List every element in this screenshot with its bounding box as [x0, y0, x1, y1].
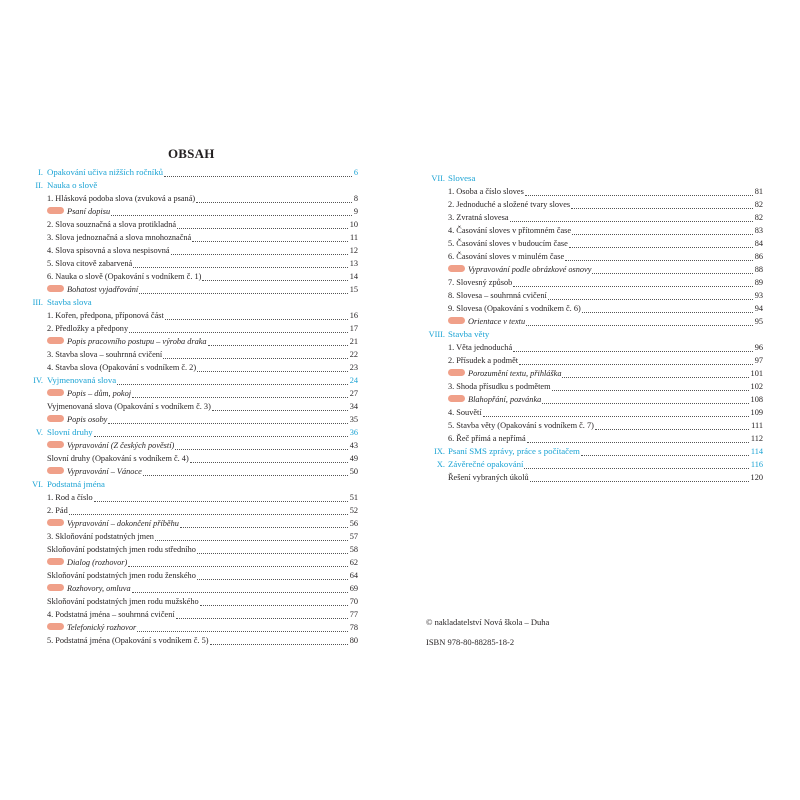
- toc-sloh-item: [28, 283, 358, 296]
- toc-item: [420, 341, 763, 354]
- sloh-badge-icon: [448, 369, 465, 376]
- section-title: Slovní druhy: [47, 427, 93, 437]
- page-number: 17: [349, 324, 358, 333]
- page-number: 114: [750, 447, 763, 456]
- section-number: X.: [436, 460, 445, 469]
- dot-leader: [164, 166, 352, 179]
- toc-item: [28, 608, 358, 621]
- toc-item: [420, 471, 763, 484]
- dot-leader: [595, 419, 749, 432]
- page-number: 11: [350, 233, 358, 242]
- toc-sloh-item: [420, 367, 763, 380]
- section-title: Vyjmenovaná slova: [47, 375, 117, 385]
- toc-item-label: 1. Kořen, předpona, příponová část: [47, 311, 164, 320]
- toc-item-label: Vypravování – dokončení příběhu: [67, 519, 179, 528]
- page-number: 94: [754, 304, 763, 313]
- page-number: 23: [349, 363, 358, 372]
- toc-item-label: Popis – dům, pokoj: [67, 389, 132, 398]
- section-number: II.: [35, 181, 43, 190]
- toc-item: [28, 257, 358, 270]
- toc-item-label: 4. Stavba slova (Opakování s vodníkem č. 2): [47, 363, 197, 372]
- toc-left-column: [28, 166, 358, 647]
- page-number: 111: [751, 421, 763, 430]
- dot-leader: [177, 218, 348, 231]
- isbn: ISBN 978-80-88285-18-2: [426, 637, 515, 647]
- toc-item: [28, 504, 358, 517]
- toc-item-label: Vyjmenovaná slova (Opakování s vodníkem č. 3): [47, 402, 211, 411]
- toc-item-label: 7. Slovesný způsob: [448, 278, 513, 287]
- sloh-badge-icon: [47, 207, 64, 214]
- section-title: Stavba slova: [47, 297, 92, 307]
- toc-item-label: Popis osoby: [67, 415, 108, 424]
- toc-item-label: Popis pracovního postupu – výroba draka: [67, 337, 207, 346]
- dot-leader: [572, 224, 753, 237]
- dot-leader: [117, 374, 348, 387]
- toc-item-label: Psaní dopisu: [67, 207, 111, 216]
- dot-leader: [483, 406, 749, 419]
- toc-item-label: Rozhovory, omluva: [67, 584, 131, 593]
- sloh-badge-icon: [47, 584, 64, 591]
- toc-section: [28, 296, 358, 309]
- section-number: I.: [38, 168, 43, 177]
- page-number: 58: [349, 545, 358, 554]
- toc-sloh-item: [28, 556, 358, 569]
- page-number: 13: [349, 259, 358, 268]
- dot-leader: [197, 569, 348, 582]
- dot-leader: [163, 348, 348, 361]
- toc-item: [420, 302, 763, 315]
- page-number: 27: [349, 389, 358, 398]
- toc-item: [28, 218, 358, 231]
- page-number: 21: [349, 337, 358, 346]
- section-title: Slovesa: [448, 173, 476, 183]
- toc-item: [28, 491, 358, 504]
- toc-item: [420, 419, 763, 432]
- section-number: IX.: [434, 447, 445, 456]
- toc-item-label: 3. Skloňování podstatných jmen: [47, 532, 154, 541]
- page-number: 34: [349, 402, 358, 411]
- toc-item-label: 3. Slova jednoznačná a slova mnohoznačná: [47, 233, 192, 242]
- toc-item-label: Porozumění textu, přihláška: [468, 369, 562, 378]
- dot-leader: [548, 289, 753, 302]
- dot-leader: [519, 354, 753, 367]
- page-number: 12: [349, 246, 358, 255]
- dot-leader: [524, 458, 749, 471]
- dot-leader: [592, 263, 753, 276]
- dot-leader: [527, 432, 749, 445]
- page-number: 51: [349, 493, 358, 502]
- toc-section: [28, 374, 358, 387]
- sloh-badge-icon: [448, 265, 465, 272]
- toc-item-label: 4. Slova spisovná a slova nespisovná: [47, 246, 170, 255]
- toc-item-label: 5. Podstatná jména (Opakování s vodníkem č. 5): [47, 636, 209, 645]
- toc-item-label: 4. Podstatná jména – souhrnná cvičení: [47, 610, 175, 619]
- section-number: III.: [32, 298, 43, 307]
- dot-leader: [513, 341, 753, 354]
- toc-sloh-item: [28, 205, 358, 218]
- toc-item: [420, 211, 763, 224]
- toc-sloh-item: [420, 263, 763, 276]
- dot-leader: [208, 335, 348, 348]
- toc-item: [28, 569, 358, 582]
- toc-item-label: 2. Slova souznačná a slova protikladná: [47, 220, 177, 229]
- toc-item: [420, 380, 763, 393]
- toc-section: [420, 458, 763, 471]
- toc-item-label: 6. Časování sloves v minulém čase: [448, 252, 565, 261]
- toc-item: [420, 432, 763, 445]
- page-number: 57: [349, 532, 358, 541]
- page-number: 14: [349, 272, 358, 281]
- page-number: 78: [349, 623, 358, 632]
- toc-item-label: Skloňování podstatných jmen rodu středního: [47, 545, 196, 554]
- dot-leader: [176, 608, 348, 621]
- sloh-badge-icon: [47, 389, 64, 396]
- sloh-badge-icon: [448, 317, 465, 324]
- page-number: 108: [750, 395, 763, 404]
- toc-item-label: Vypravování podle obrázkové osnovy: [468, 265, 592, 274]
- sloh-badge-icon: [448, 395, 465, 402]
- sloh-badge-icon: [47, 623, 64, 630]
- dot-leader: [94, 426, 348, 439]
- toc-item: [28, 595, 358, 608]
- dot-leader: [94, 491, 348, 504]
- toc-section: [28, 179, 358, 192]
- toc-item: [28, 634, 358, 647]
- page-number: 70: [349, 597, 358, 606]
- page-number: 97: [754, 356, 763, 365]
- page-number: 10: [349, 220, 358, 229]
- dot-leader: [129, 322, 348, 335]
- toc-item: [28, 244, 358, 257]
- toc-section: [420, 172, 763, 185]
- toc-item: [420, 198, 763, 211]
- page-number: 80: [349, 636, 358, 645]
- toc-item-label: 5. Časování sloves v budoucím čase: [448, 239, 568, 248]
- toc-item-label: 1. Hlásková podoba slova (zvuková a psaná): [47, 194, 196, 203]
- dot-leader: [565, 250, 753, 263]
- dot-leader: [171, 244, 348, 257]
- page-number: 35: [349, 415, 358, 424]
- toc-item-label: Skloňování podstatných jmen rodu ženského: [47, 571, 196, 580]
- page-number: 95: [754, 317, 763, 326]
- toc-item-label: 4. Souvětí: [448, 408, 482, 417]
- toc-sloh-item: [28, 465, 358, 478]
- dot-leader: [111, 205, 352, 218]
- toc-item-label: Skloňování podstatných jmen rodu mužského: [47, 597, 199, 606]
- toc-item-label: Řešení vybraných úkolů: [448, 473, 529, 482]
- sloh-badge-icon: [47, 285, 64, 292]
- page-number: 96: [754, 343, 763, 352]
- sloh-badge-icon: [47, 558, 64, 565]
- toc-item-label: 6. Řeč přímá a nepřímá: [448, 434, 526, 443]
- toc-section: [420, 328, 763, 341]
- toc-section: [28, 426, 358, 439]
- section-number: V.: [36, 428, 43, 437]
- page-number: 8: [353, 194, 358, 203]
- page-number: 88: [754, 265, 763, 274]
- dot-leader: [132, 387, 348, 400]
- section-title: Nauka o slově: [47, 180, 98, 190]
- page-title: OBSAH: [168, 146, 215, 161]
- dot-leader: [581, 445, 749, 458]
- section-title: Stavba věty: [448, 329, 490, 339]
- page-number: 15: [349, 285, 358, 294]
- toc-item: [420, 250, 763, 263]
- sloh-badge-icon: [47, 337, 64, 344]
- dot-leader: [165, 309, 348, 322]
- toc-item-label: 3. Shoda přísudku s podmětem: [448, 382, 551, 391]
- dot-leader: [128, 556, 348, 569]
- toc-item: [28, 361, 358, 374]
- toc-sloh-item: [28, 517, 358, 530]
- page-number: 64: [349, 571, 358, 580]
- dot-leader: [582, 302, 753, 315]
- section-number: VII.: [431, 174, 445, 183]
- sloh-badge-icon: [47, 415, 64, 422]
- page-number: 93: [754, 291, 763, 300]
- page-number: 112: [750, 434, 763, 443]
- toc-sloh-item: [28, 335, 358, 348]
- sloh-badge-icon: [47, 441, 64, 448]
- dot-leader: [175, 439, 348, 452]
- dot-leader: [139, 283, 348, 296]
- toc-section: [28, 478, 358, 491]
- toc-item: [420, 276, 763, 289]
- toc-sloh-item: [28, 621, 358, 634]
- page-number: 43: [349, 441, 358, 450]
- toc-item-label: 2. Přísudek a podmět: [448, 356, 519, 365]
- dot-leader: [180, 517, 348, 530]
- toc-item: [28, 400, 358, 413]
- page-number: 6: [353, 168, 358, 177]
- dot-leader: [562, 367, 749, 380]
- page-number: 83: [754, 226, 763, 235]
- toc-item-label: 1. Rod a číslo: [47, 493, 93, 502]
- page-number: 62: [349, 558, 358, 567]
- section-number: IV.: [33, 376, 43, 385]
- toc-item-label: 3. Stavba slova – souhrnná cvičení: [47, 350, 163, 359]
- dot-leader: [552, 380, 749, 393]
- sloh-badge-icon: [47, 467, 64, 474]
- toc-item-label: 2. Jednoduché a složené tvary sloves: [448, 200, 571, 209]
- toc-item-label: Dialog (rozhovor): [67, 558, 128, 567]
- section-title: Podstatná jména: [47, 479, 105, 489]
- page-number: 16: [349, 311, 358, 320]
- toc-item-label: Bohatost vyjadřování: [67, 285, 139, 294]
- toc-item-label: 2. Pád: [47, 506, 68, 515]
- dot-leader: [132, 582, 348, 595]
- toc-section: [28, 166, 358, 179]
- dot-leader: [200, 595, 348, 608]
- dot-leader: [197, 361, 348, 374]
- page-number: 116: [750, 460, 763, 469]
- toc-item-label: 9. Slovesa (Opakování s vodníkem č. 6): [448, 304, 581, 313]
- toc-right-column: [420, 172, 763, 484]
- page-number: 102: [750, 382, 763, 391]
- dot-leader: [210, 634, 348, 647]
- toc-item: [28, 322, 358, 335]
- toc-item-label: 6. Nauka o slově (Opakování s vodníkem č. 1): [47, 272, 202, 281]
- toc-item-label: 4. Časování sloves v přítomném čase: [448, 226, 572, 235]
- toc-sloh-item: [420, 315, 763, 328]
- dot-leader: [69, 504, 348, 517]
- page-number: 52: [349, 506, 358, 515]
- page-number: 109: [750, 408, 763, 417]
- toc-item-label: 3. Zvratná slovesa: [448, 213, 509, 222]
- section-title: Opakování učiva nižších ročníků: [47, 167, 164, 177]
- dot-leader: [108, 413, 348, 426]
- page-number: 120: [750, 473, 763, 482]
- toc-item: [420, 185, 763, 198]
- page-number: 89: [754, 278, 763, 287]
- toc-item: [28, 348, 358, 361]
- toc-item-label: 8. Slovesa – souhrnná cvičení: [448, 291, 547, 300]
- dot-leader: [197, 543, 348, 556]
- section-number: VIII.: [428, 330, 445, 339]
- dot-leader: [542, 393, 749, 406]
- dot-leader: [190, 452, 348, 465]
- page-number: 77: [349, 610, 358, 619]
- toc-item-label: 1. Osoba a číslo sloves: [448, 187, 524, 196]
- dot-leader: [569, 237, 753, 250]
- toc-item: [420, 289, 763, 302]
- toc-item-label: 5. Stavba věty (Opakování s vodníkem č. 7): [448, 421, 594, 430]
- toc-item: [420, 237, 763, 250]
- dot-leader: [192, 231, 348, 244]
- page-number: 49: [349, 454, 358, 463]
- sloh-badge-icon: [47, 519, 64, 526]
- dot-leader: [196, 192, 352, 205]
- page-number: 86: [754, 252, 763, 261]
- page-number: 9: [353, 207, 358, 216]
- page-number: 81: [754, 187, 763, 196]
- toc-item: [28, 192, 358, 205]
- dot-leader: [143, 465, 348, 478]
- toc-item-label: 2. Předložky a předpony: [47, 324, 129, 333]
- toc-item-label: Blahopřání, pozvánka: [468, 395, 542, 404]
- page-number: 50: [349, 467, 358, 476]
- toc-item-label: Vypravování (Z českých pověstí): [67, 441, 175, 450]
- toc-sloh-item: [28, 387, 358, 400]
- toc-sloh-item: [28, 582, 358, 595]
- toc-item: [420, 224, 763, 237]
- section-title: Psaní SMS zprávy, práce s počítačem: [448, 446, 580, 456]
- dot-leader: [526, 315, 753, 328]
- page-number: 36: [349, 428, 358, 437]
- toc-item-label: Vypravování – Vánoce: [67, 467, 142, 476]
- dot-leader: [202, 270, 348, 283]
- page-number: 101: [750, 369, 763, 378]
- page-number: 82: [754, 213, 763, 222]
- dot-leader: [530, 471, 749, 484]
- toc-item-label: Telefonický rozhovor: [67, 623, 137, 632]
- page-number: 69: [349, 584, 358, 593]
- dot-leader: [510, 211, 753, 224]
- toc-section: [420, 445, 763, 458]
- toc-item: [28, 309, 358, 322]
- section-number: VI.: [32, 480, 43, 489]
- dot-leader: [133, 257, 348, 270]
- page-number: 56: [349, 519, 358, 528]
- section-title: Závěrečné opakování: [448, 459, 524, 469]
- toc-item: [28, 270, 358, 283]
- dot-leader: [525, 185, 753, 198]
- toc-item: [28, 543, 358, 556]
- toc-item: [420, 406, 763, 419]
- toc-item: [420, 354, 763, 367]
- dot-leader: [571, 198, 753, 211]
- page-number: 84: [754, 239, 763, 248]
- toc-item-label: Orientace v textu: [468, 317, 526, 326]
- copyright-note: © nakladatelství Nová škola – Duha: [426, 617, 550, 627]
- page-number: 22: [349, 350, 358, 359]
- dot-leader: [212, 400, 348, 413]
- toc-sloh-item: [28, 439, 358, 452]
- toc-item: [28, 231, 358, 244]
- dot-leader: [513, 276, 753, 289]
- toc-item-label: 1. Věta jednoduchá: [448, 343, 513, 352]
- toc-sloh-item: [28, 413, 358, 426]
- dot-leader: [137, 621, 348, 634]
- dot-leader: [155, 530, 348, 543]
- page-number: 24: [349, 376, 358, 385]
- toc-item: [28, 452, 358, 465]
- toc-item: [28, 530, 358, 543]
- toc-item-label: Slovní druhy (Opakování s vodníkem č. 4): [47, 454, 189, 463]
- toc-item-label: 5. Slova citově zabarvená: [47, 259, 133, 268]
- page-number: 82: [754, 200, 763, 209]
- toc-sloh-item: [420, 393, 763, 406]
